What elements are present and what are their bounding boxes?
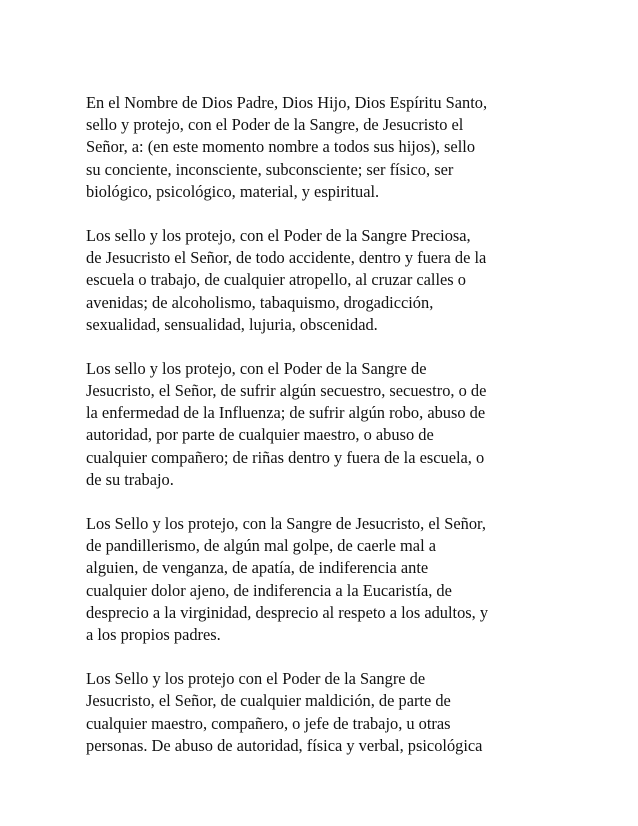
text-line: Los Sello y los protejo, con la Sangre de Jesucristo, el Señor, (86, 514, 486, 533)
paragraph-5 (86, 668, 556, 757)
text-line: Los sello y los protejo, con el Poder de la Sangre de (86, 358, 427, 378)
text-line: En el Nombre de Dios Padre, Dios Hijo, Dios Espíritu Santo, (86, 93, 488, 112)
text-line: Los Sello y los protejo con el Poder de la Sangre de (86, 669, 426, 689)
text-line: desprecio a la virginidad, desprecio al respeto a los adultos, y (86, 602, 489, 622)
text-line: a los propios padres. (86, 624, 221, 644)
paragraph-1 (86, 92, 556, 203)
text-line: alguien, de venganza, de apatía, de indiferencia ante (86, 558, 429, 578)
text-line: su conciente, inconsciente, subconsciente; ser físico, ser (86, 159, 454, 179)
document-body (86, 92, 556, 779)
text-line: de Jesucristo el Señor, de todo accidente, dentro y fuera de la (86, 248, 487, 268)
text-line: escuela o trabajo, de cualquier atropello, al cruzar calles o (86, 270, 466, 290)
text-line: sexualidad, sensualidad, lujuria, obscenidad. (86, 314, 378, 334)
text-line: avenidas; de alcoholismo, tabaquismo, drogadicción, (86, 292, 434, 312)
paragraph-4 (86, 513, 556, 646)
text-line: cualquier compañero; de riñas dentro y fuera de la escuela, o (86, 447, 485, 467)
text-line: Señor, a: (en este momento nombre a todos sus hijos), sello (86, 137, 476, 157)
text-line: Los sello y los protejo, con el Poder de la Sangre Preciosa, (86, 225, 471, 245)
paragraph-2 (86, 225, 556, 336)
text-line: personas. De abuso de autoridad, física y verbal, psicológica (86, 735, 483, 755)
text-line: Jesucristo, el Señor, de sufrir algún secuestro, secuestro, o de (86, 381, 487, 401)
paragraph-3 (86, 358, 556, 491)
text-line: de pandillerismo, de algún mal golpe, de caerle mal a (86, 536, 436, 556)
text-line: sello y protejo, con el Poder de la Sangre, de Jesucristo el (86, 115, 464, 135)
text-line: autoridad, por parte de cualquier maestro, o abuso de (86, 425, 434, 445)
text-line: la enfermedad de la Influenza; de sufrir algún robo, abuso de (86, 403, 486, 423)
text-line: cualquier dolor ajeno, de indiferencia a la Eucaristía, de (86, 580, 452, 600)
text-line: de su trabajo. (86, 469, 174, 489)
text-line: biológico, psicológico, material, y espiritual. (86, 181, 380, 201)
text-line: Jesucristo, el Señor, de cualquier maldición, de parte de (86, 691, 451, 711)
text-line: cualquier maestro, compañero, o jefe de trabajo, u otras (86, 713, 451, 733)
